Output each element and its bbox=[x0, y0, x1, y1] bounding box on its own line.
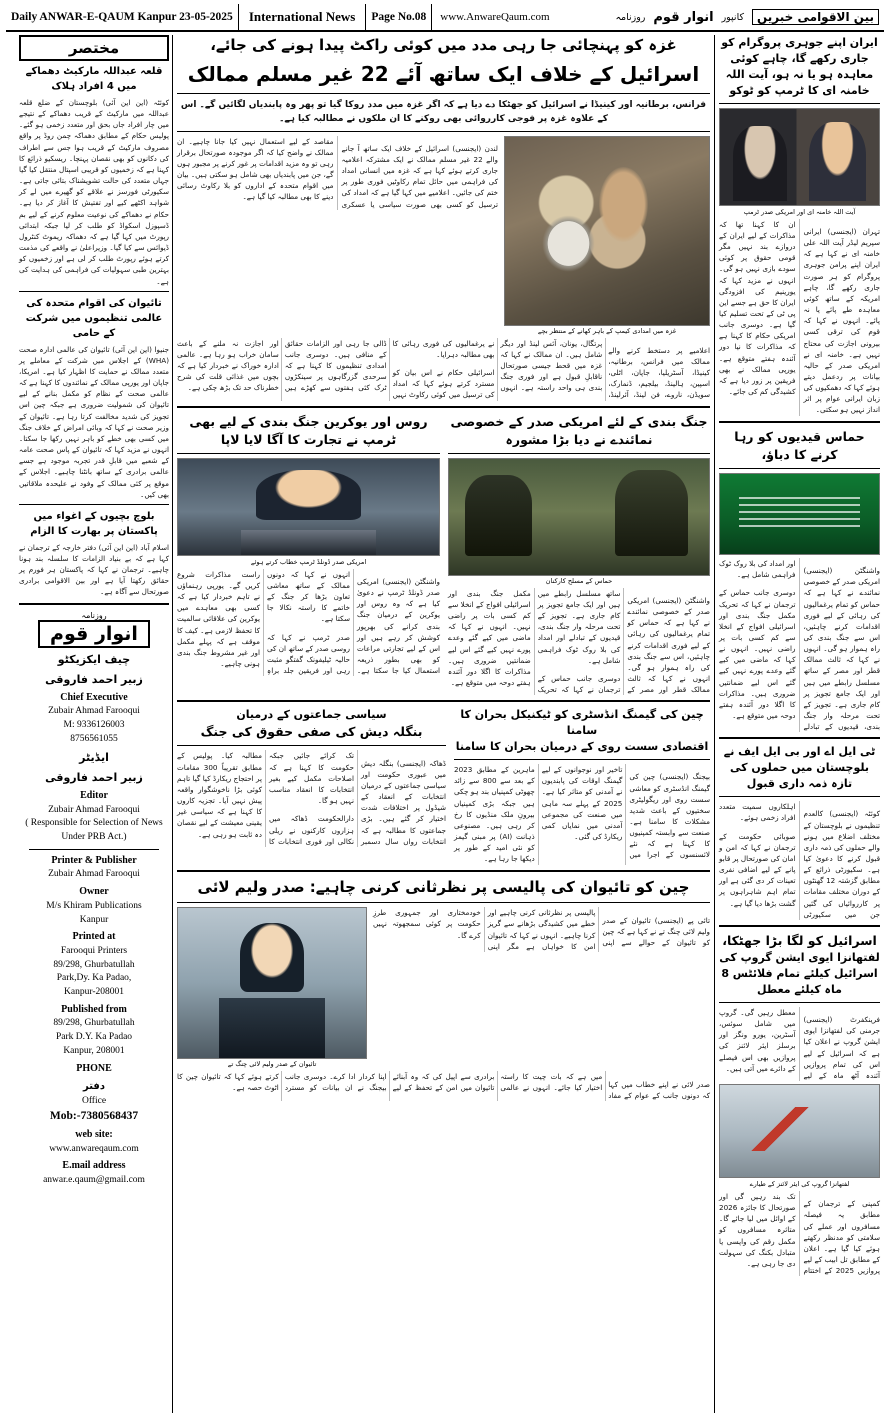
editor-name-ur: زبیر احمد فاروقی bbox=[45, 771, 143, 785]
masthead-urdu-city: کانپور bbox=[721, 11, 744, 23]
bangladesh-headline: بنگلہ دیش کی صفی حقوق کی جنگ bbox=[200, 724, 423, 740]
owner-label: Owner bbox=[79, 886, 109, 898]
masthead-urdu bbox=[610, 4, 884, 30]
photo-lufthansa-planes bbox=[719, 1084, 880, 1178]
owner-city: Kanpur bbox=[79, 914, 109, 925]
column-left bbox=[16, 35, 172, 1413]
taiwan-body-right bbox=[373, 907, 710, 952]
gaza-rocket-para-3: اسرائیلی حکام نے اس بیان کو مسترد کرتے ہوئے کہا کہ امداد کی ترسیل میں کوئی رکاوٹ نہیں ڈالی جا رہی اور الزامات حقائق کے منافی ہیں۔ دوسری جانب امدادی تنظیموں کا کہنا ہے کہ سرحدی گزرگاہوں پر سینکڑوں ٹرک کئی ہفتوں سے کھڑے ہیں اور اجازت نہ ملنے کے باعث سامان خراب ہو رہا ہے۔ عالمی ادارہ خوراک نے خبردار کیا ہے کہ بچوں میں غذائی قلت کی شرح خطرناک حد تک بڑھ چکی ہے۔ bbox=[177, 338, 495, 400]
taiwan-headline: چین کو تائیوان کی پالیسی پر نظرثانی کرنی چاہیے: صدر ولیم لائی bbox=[197, 877, 690, 896]
gaza-rocket-headline: اسرائیل کے خلاف ایک ساتھ آئے 22 غیر مسلم ممالک bbox=[187, 61, 700, 86]
masthead-website: www.AnwareQaum.com bbox=[440, 11, 550, 23]
bangladesh-pre-headline: سیاسی جماعتوں کے درمیان bbox=[236, 708, 387, 722]
masthead-page-number: Page No.08 bbox=[366, 4, 432, 30]
chief-exec-label-ur: چیف ایکزیکٹو bbox=[57, 652, 131, 666]
hamas-envoy-para-2: دوسری جانب حماس کے ترجمان نے کہا کہ تحریک مکمل جنگ بندی اور اسرائیلی افواج کے انخلا سے کم کسی بات پر راضی نہیں۔ انہوں نے کہا کہ ماضی میں کیے گئے وعدے پورے نہیں کیے گئے اس لیے ضمانتیں ضروری ہیں۔ مذاکرات کا اگلا دور آئندہ ہفتے دوحہ میں متوقع ہے۔ bbox=[448, 588, 621, 695]
page-body bbox=[6, 35, 884, 1413]
brief-1-title: قلعہ عبداللہ مارکیٹ دھماکے میں 4 افراد ہلاک bbox=[25, 66, 163, 92]
israel-aviation-para-1: فرینکفرٹ (ایجنسی) جرمنی کی لفتھانزا ایوی ایشن گروپ نے اعلان کیا ہے کہ اسرائیل کے لیے اس کی تمام پروازیں آئندہ آٹھ ماہ کے لیے معطل رہیں گی۔ گروپ میں شامل سوئس، آسٹرین، یورو ونگز اور برسلز ایئر لائنز کی پروازیں بھی اس فیصلے کے دائرے میں آتی ہیں۔ bbox=[719, 1007, 880, 1080]
israel-aviation-body-top bbox=[719, 1007, 880, 1081]
published-addr-3: Kanpur, 208001 bbox=[63, 1045, 125, 1056]
email-label: E.mail address bbox=[62, 1160, 126, 1172]
masthead-section: International News bbox=[238, 4, 367, 30]
photo-hamas-militants bbox=[448, 458, 710, 576]
bangladesh-block bbox=[177, 707, 446, 864]
gaza-rocket-kicker: غزہ کو پہنچائی جا رہی مدد میں کوئی راکٹ پیدا ہونے کی جائے، bbox=[210, 36, 677, 54]
masthead-urdu-daily: روزنامہ bbox=[615, 11, 646, 23]
taiwan-para-1: تائی پے (ایجنسی) تائیوان کے صدر ولیم لائی چنگ تے نے کہا ہے کہ چین کو تائیوان کے حوالے سے اپنی پالیسی پر نظرثانی کرنی چاہیے اور خطے میں کشیدگی بڑھانے سے گریز کرنا چاہیے۔ انہوں نے کہا کہ تائیوان امن کا خواہاں ہے مگر اپنی خودمختاری اور جمہوری طرزِ حکومت پر کوئی سمجھوتہ نہیں کرے گا۔ bbox=[373, 908, 710, 951]
imprint bbox=[19, 652, 169, 1188]
masthead bbox=[6, 4, 884, 32]
hamas-prisoners-para-2: دوسری جانب حماس کے ترجمان نے کہا کہ تحریک مکمل جنگ بندی اور اسرائیلی افواج کے انخلا سے کم کسی بات پر راضی نہیں۔ انہوں نے کہا کہ ماضی میں کیے گئے وعدے پورے نہیں کیے گئے اس لیے ضمانتیں ضروری ہیں۔ مذاکرات کا اگلا دور آئندہ ہفتے دوحہ میں متوقع ہے۔ bbox=[719, 588, 796, 721]
website-value[interactable]: www.anwareqaum.com bbox=[49, 1143, 139, 1154]
masthead-urdu-name: انوار قوم bbox=[653, 9, 714, 25]
column-right bbox=[714, 35, 884, 1413]
china-gaming-body bbox=[454, 764, 710, 864]
printed-at-name: Farooqui Printers bbox=[60, 945, 128, 956]
taiwan-para-2: صدر لائی نے اپنے خطاب میں کہا کہ دونوں جانب کے عوام کے مفاد میں ہے کہ بات چیت کا راستہ اختیار کیا جائے۔ انہوں نے عالمی برادری سے اپیل کی کہ وہ آبنائے تائیوان میں امن کے تحفظ کے لیے اپنا کردار ادا کرے۔ دوسری جانب بیجنگ نے ان بیانات کو مسترد کرتے ہوئے کہا کہ تائیوان چین کا اٹوٹ حصہ ہے۔ bbox=[177, 1072, 710, 1100]
photo-trump-caption: امریکی صدر ڈونلڈ ٹرمپ خطاب کرتے ہوئے bbox=[250, 557, 367, 566]
office-label-ur: دفتر bbox=[83, 1081, 105, 1093]
photo-gaza-food-line bbox=[504, 136, 710, 326]
tlp-balochistan-para-1: کوئٹہ (ایجنسی) کالعدم تنظیموں نے بلوچستان کے مختلف اضلاع میں ہونے والے حملوں کی ذمہ داری قبول کرنے کا دعویٰ کیا ہے۔ سکیورٹی ذرائع کے مطابق گزشتہ 12 گھنٹوں کے دوران مختلف مقامات پر کارروائیاں کی گئیں جن میں سکیورٹی اہلکاروں سمیت متعدد افراد زخمی ہوئے۔ bbox=[719, 802, 880, 919]
brief-3-body: اسلام آباد (این این آئی) دفتر خارجہ کے ترجمان نے کہا ہے کہ بے بنیاد الزامات کا سلسلہ بند ہونا چاہیے۔ ترجمان نے کہا کہ پاکستان ہر فورم پر حقائق رکھتا آیا ہے اور بین الاقوامی برادری صورتحال سے آگاہ ہے۔ bbox=[19, 542, 169, 597]
china-gaming-para-2: ماہرین کے مطابق 2023 کے بعد سے 800 سے زائد چھوٹی کمپنیاں بند ہو چکی ہیں جبکہ بڑی کمپنیاں بیرونِ ملک منڈیوں کا رخ کر رہی ہیں۔ مصنوعی ذہانت (AI) پر مبنی گیمز کو نئی امید کے طور پر دیکھا جا رہا ہے۔ bbox=[454, 765, 535, 864]
hamas-prisoners-body-right bbox=[719, 558, 880, 733]
tlp-balochistan-body bbox=[719, 801, 880, 920]
hamas-envoy-headline: جنگ بندی کے لئے امریکی صدر کے خصوصی نمائندے نے دیا بڑا مشورہ bbox=[450, 413, 708, 447]
photo-khamenei-trump bbox=[719, 108, 880, 206]
published-addr-1: 89/298, Ghurbatullah bbox=[53, 1018, 135, 1029]
russia-ukraine-block bbox=[177, 413, 440, 696]
photo-hamas-militants-caption: حماس کے مسلح کارکنان bbox=[545, 576, 613, 585]
photo-trump-podium bbox=[177, 458, 440, 556]
phone-label: PHONE bbox=[76, 1062, 112, 1074]
hamas-prisoners-headline: حماس قیدیوں کو رہا کرنے کا دباؤ، bbox=[734, 428, 865, 462]
iran-trump-body bbox=[719, 219, 880, 416]
editor-note: ( Responsible for Selection of News Under PRB Act.) bbox=[25, 818, 163, 843]
published-from-label: Published from bbox=[61, 1003, 127, 1015]
printed-at-label: Printed at bbox=[72, 931, 116, 943]
editor-name-en: Zubair Ahmad Farooqui bbox=[48, 804, 140, 815]
israel-aviation-body-bottom bbox=[719, 1191, 880, 1276]
israel-aviation-para-2: کمپنی کے ترجمان کے مطابق یہ فیصلہ مسافروں اور عملے کی سلامتی کو مدنظر رکھتے ہوئے کیا گیا ہے۔ اعلان کے مطابق تل ابیب کے لیے پروازیں 2025 کے اختتام تک بند رہیں گی اور صورتحال کا جائزہ 2026 کے اوائل میں لیا جائے گا۔ متاثرہ مسافروں کو مکمل رقم کی واپسی یا متبادل بکنگ کی سہولت دی جا رہی ہے۔ bbox=[719, 1192, 880, 1276]
brief-2-body: جنیوا (این این آئی) تائیوان کی عالمی ادارہ صحت (WHA) کے اجلاس میں شرکت کے معاملے پر متعدد ممالک نے حمایت کا اظہار کیا ہے۔ امریکا، جاپان اور یورپی ممالک کے نمائندوں کا کہنا ہے کہ عالمی صحت کے نظام کو مکمل بنانے کے لیے تائیوان کی شمولیت ضروری ہے جبکہ چین اس تجویز کی شدید مخالفت کرتا رہا ہے۔ تائیوان کے وزیر صحت نے کہا کہ وبائی امراض کے خلاف جنگ میں کسی بھی خطے کو باہر نہیں رکھا جا سکتا۔ انہوں نے مزید کہا کہ تائیوان کے پاس صحت عامہ کے شعبے میں قابلِ قدر تجربہ موجود ہے جسے عالمی برادری کے ساتھ بانٹنا چاہیے۔ اجلاس کے موقع پر کئی ممالک کے وفود نے علیحدہ ملاقاتیں بھی کیں۔ bbox=[19, 344, 169, 499]
israel-aviation-headline: اسرائیل کو لگا بڑا جھٹکا، bbox=[722, 932, 877, 948]
printed-at-addr-2: Park,Dy. Ka Padao, bbox=[56, 973, 132, 984]
chief-exec-name-en: Zubair Ahmad Farooqui bbox=[48, 706, 140, 716]
printed-at-addr-3: Kanpur-208001 bbox=[64, 987, 124, 998]
hamas-envoy-body bbox=[448, 588, 710, 696]
iran-trump-para-2: ان کا کہنا تھا کہ مذاکرات کے لیے ایران کے دروازے بند نہیں مگر قومی حقوق پر کوئی سودے بازی نہیں ہو گی۔ انہوں نے مزید کہا کہ یورینیم کی افزودگی ایران کا حق ہے جسے این پی ٹی کے تحت تسلیم کیا گیا ہے۔ دوسری جانب امریکی حکام کا کہنا ہے کہ مذاکرات کا نیا دور آئندہ ہفتے متوقع ہے۔ یورپی ممالک نے بھی فریقین پر زور دیا ہے کہ کشیدگی کم کی جائے۔ bbox=[719, 219, 796, 397]
gaza-rocket-body-top bbox=[177, 136, 498, 210]
photo-gaza-caption: غزہ میں امدادی کیمپ کے باہر کھانے کے منتظر بچے bbox=[537, 326, 677, 335]
china-gaming-para-1: بیجنگ (ایجنسی) چین کی گیمنگ انڈسٹری کو معاشی سست روی اور ریگولیٹری سختیوں کے باعث شدید مشکلات کا سامنا ہے۔ صنعت سے وابستہ کمپنیوں کا کہنا ہے کہ نئے لائسنسوں کے اجرا میں تاخیر اور نوجوانوں کے لیے گیمنگ اوقات کی پابندیوں نے آمدنی کو متاثر کیا ہے۔ 2025 کے پہلے سہ ماہی میں صنعت کی مجموعی آمدنی میں نمایاں کمی ریکارڈ کی گئی۔ bbox=[541, 765, 710, 860]
printer-publisher-label: Printer & Publisher bbox=[51, 854, 137, 866]
website-label: web site: bbox=[75, 1129, 113, 1141]
chief-exec-label-en: Chief Executive bbox=[60, 691, 128, 703]
gaza-rocket-subhead: فرانس، برطانیہ اور کینیڈا نے اسرائیل کو جھٹکا دے دیا ہے کہ اگر غزہ میں مدد روکا گیا تو پھر وہ پابندیاں لگائیں گے۔ اس کے علاوہ غزہ پر فوجی کارروائی بھی روکنے کا ان ملکوں نے مطالبہ کیا ہے۔ bbox=[180, 99, 707, 125]
hamas-envoy-block bbox=[448, 413, 710, 696]
tlp-balochistan-headline: ٹی ایل اے اور بی ایل ایف نے بلوچستان میں حملوں کی تازہ ذمہ داری قبول bbox=[723, 745, 876, 791]
tlp-balochistan-para-2: صوبائی حکومت کے ترجمان نے کہا کہ امن و امان کی صورتحال پر قابو پانے کے لیے اضافی نفری تعینات کر دی گئی ہے اور تمام اہم شاہراہوں پر گشت بڑھا دیا گیا ہے۔ bbox=[718, 831, 796, 908]
masthead-title: Daily ANWAR-E-QAUM Kanpur 23-05-2025 bbox=[11, 11, 233, 23]
photo-william-lai bbox=[177, 907, 367, 1059]
gaza-rocket-para-2: اعلامیے پر دستخط کرنے والے ممالک میں فرانس، برطانیہ، کینیڈا، آسٹریلیا، جاپان، اٹلی، اسپین، ہالینڈ، بیلجیم، ڈنمارک، سویڈن، ناروے، فن لینڈ، آئرلینڈ، پرتگال، یونان، آئس لینڈ اور دیگر شامل ہیں۔ ان ممالک نے کہا کہ غزہ میں قحط جیسی صورتحال ناقابلِ قبول ہے اور فوری جنگ بندی ہی واحد راستہ ہے۔ انہوں نے یرغمالیوں کی فوری رہائی کا بھی مطالبہ دہرایا۔ bbox=[392, 338, 710, 400]
brief-3-title: بلوچ بچیوں کے اغواء میں پاکستان پر بھارت کا الزام bbox=[30, 510, 158, 537]
israel-aviation-subheadline: لفتھانزا ایوی ایشن گروپ کی اسرائیل کیلئے تمام فلائٹس 8 ماہ کیلئے معطل bbox=[719, 951, 880, 996]
photo-khamenei-trump-caption: آیت اللہ خامنہ ای اور امریکی صدر ٹرمپ bbox=[743, 207, 856, 216]
china-gaming-headline: چین کی گیمنگ انڈسٹری کو ٹیکنیکل بحران کا سامنا bbox=[460, 708, 704, 738]
printed-at-addr-1: 89/298, Ghurbatullah bbox=[53, 959, 135, 970]
editor-label-en: Editor bbox=[80, 790, 108, 802]
masthead-urdu-section: بین الاقوامی خبریں bbox=[752, 9, 879, 25]
logo-subtitle: روزنامہ bbox=[81, 610, 107, 620]
iran-trump-para-1: تہران (ایجنسی) ایرانی سپریم لیڈر آیت اللہ علی خامنہ ای نے کہا ہے کہ ایران اپنے پرامن جوہری پروگرام کو ہر صورت جاری رکھے گا، چاہے امریکہ کے ساتھ کوئی معاہدہ طے پائے یا نہ پائے۔ انہوں نے کہا کہ قوم کی ترقی کسی بیرونی اجازت کی محتاج نہیں ہے۔ خامنہ ای نے امریکی صدر کے حالیہ بیانات پر ردعمل دیتے ہوئے کہا کہ دھمکیوں کی زبان ایرانی عوام پر اثر انداز نہیں ہو سکتی۔ bbox=[803, 226, 880, 415]
iran-trump-headline: ایران اپنے جوہری پروگرام کو جاری رکھے گا، چاہے کوئی معاہدہ ہو یا نہ ہو، آیت اللہ خامنہ ای کا ٹرمپ کو ٹوکو bbox=[721, 36, 878, 97]
russia-ukraine-para-2: صدر ٹرمپ نے کہا کہ روسی صدر کے ساتھ ان کی حالیہ ٹیلیفونک گفتگو مثبت رہی اور فریقین جلد براہِ راست مذاکرات شروع کریں گے۔ یورپی رہنماؤں نے تاہم خبردار کیا ہے کہ کسی بھی معاہدے میں یوکرین کی علاقائی سالمیت کا تحفظ لازمی ہے۔ کیف کا موقف ہے کہ پہلے مکمل اور غیر مشروط جنگ بندی ہونی چاہیے۔ bbox=[177, 569, 350, 676]
russia-ukraine-headline: روس اور یوکرین جنگ بندی کے لیے بھی ٹرمپ نے تجارت کا آگا لایا لاپا bbox=[189, 413, 428, 447]
office-mobile: Mob:-7380568437 bbox=[49, 1110, 139, 1123]
hamas-envoy-para-1: واشنگٹن (ایجنسی) امریکی صدر کے خصوصی نمائندے نے کہا ہے کہ حماس کو تمام یرغمالیوں کی رہائی کے لیے فوری اقدامات کرنے چاہئیں، اس سے جنگ بندی کی راہ ہموار ہو گی۔ انہوں نے کہا کہ ثالث ممالک قطر اور مصر کے ساتھ مسلسل رابطے میں ہیں اور ایک جامع تجویز پر کام جاری ہے۔ تجویز کے تحت مرحلہ وار جنگ بندی، قیدیوں کے تبادلے اور امداد کی بلا روک ٹوک فراہمی شامل ہے۔ bbox=[537, 588, 710, 695]
column-main bbox=[172, 35, 714, 1413]
taiwan-block bbox=[177, 877, 710, 1101]
russia-ukraine-body bbox=[177, 569, 440, 677]
photo-lufthansa-caption: لفتھانزا گروپ کی ایئر لائنز کے طیارے bbox=[749, 1180, 850, 1188]
gaza-rocket-body-bottom bbox=[177, 338, 710, 401]
owner-name: M/s Khiram Publications bbox=[46, 900, 142, 911]
chief-exec-mobile-1: M: 9336126003 bbox=[63, 719, 125, 730]
china-gaming-subheadline: اقتصادی سست روی کے درمیان بحران کا سامنا bbox=[455, 740, 709, 754]
bangladesh-para-2: دارالحکومت ڈھاکہ میں ہزاروں کارکنوں نے ریلی نکالی اور فوری انتخابات کا مطالبہ کیا۔ پولیس کے مطابق تقریباً 300 مقامات پر احتجاج ریکارڈ کیا گیا تاہم کوئی بڑا ناخوشگوار واقعہ پیش نہیں آیا۔ تجزیہ کاروں کا کہنا ہے کہ سیاسی غیر یقینی معیشت کے لیے نقصان دہ ثابت ہو رہی ہے۔ bbox=[177, 751, 354, 846]
newspaper-logo bbox=[19, 611, 169, 648]
brief-2-title: تائیوان کی اقوام متحدہ کی عالمی تنظیموں میں شرکت کے حامی bbox=[25, 297, 163, 339]
chief-exec-mobile-2: 8756561055 bbox=[70, 733, 118, 744]
office-label-en: Office bbox=[81, 1095, 107, 1106]
gaza-rocket-para-1: لندن (ایجنسی) اسرائیل کے خلاف ایک ساتھ آ جانے والے 22 غیر مسلم ممالک نے ایک مشترکہ اعلامیہ جاری کرتے ہوئے کہا ہے کہ غزہ میں انسانی امداد کی فراہمی میں حائل تمام رکاوٹیں فوری طور پر ختم کی جائیں۔ اعلامیے میں کہا گیا ہے کہ امداد کی ترسیل کو کسی بھی صورت سیاسی یا عسکری مقاصد کے لیے استعمال نہیں کیا جانا چاہیے۔ ان ممالک نے واضح کیا کہ اگر موجودہ صورتحال برقرار رہی تو وہ مزید اقدامات پر غور کرنے پر مجبور ہوں گے، جن میں پابندیاں بھی شامل ہو سکتی ہیں۔ بیان میں اقوام متحدہ کے اداروں کو بلا رکاوٹ رسائی دینے کا بھی مطالبہ کیا گیا ہے۔ bbox=[177, 136, 499, 209]
taiwan-body-bottom bbox=[177, 1071, 710, 1101]
brief-1-body: کوئٹہ (این این آئی) بلوچستان کے ضلع قلعہ عبداللہ میں مارکیٹ کے قریب دھماکے کے نتیجے میں چار افراد جاں بحق اور متعدد زخمی ہو گئے۔ پولیس حکام کے مطابق دھماکہ چمن روڈ پر واقع مصروف مارکیٹ کے قریب ہوا جس سے اطراف کی دکانوں کو بھی نقصان پہنچا۔ ریسکیو ذرائع کا کہنا ہے کہ زخمیوں کو قریبی اسپتال منتقل کیا گیا جہاں متعدد کی حالت تشویشناک بتائی جاتی ہے۔ سکیورٹی فورسز نے علاقے کو گھیرے میں لے کر شواہد اکٹھے کیے اور تفتیش کا آغاز کر دیا ہے۔ حکام نے دھماکے کی نوعیت معلوم کرنے کے لیے بم ڈسپوزل اسکواڈ کو طلب کر لیا جبکہ ابتدائی رپورٹ میں کہا گیا ہے کہ دھماکہ ریموٹ کنٹرول ڈیوائس سے کیا گیا۔ وزیراعلیٰ نے واقعے کی مذمت کرتے ہوئے رپورٹ طلب کر لی ہے اور زخمیوں کو بہترین طبی سہولیات کی فراہمی کی ہدایت کی ہے۔ bbox=[19, 98, 169, 286]
brief-section-header: مختصر bbox=[19, 35, 169, 61]
photo-william-lai-caption: تائیوان کے صدر ولیم لائی چنگ تے bbox=[227, 1060, 317, 1069]
photo-hamas-flag bbox=[719, 473, 880, 555]
hamas-prisoners-para-1: واشنگٹن (ایجنسی) امریکی صدر کے خصوصی نمائندے نے کہا ہے کہ حماس کو تمام یرغمالیوں کی رہائی کے لیے فوری اقدامات کرنے چاہئیں، اس سے جنگ بندی کی راہ ہموار ہو گی۔ انہوں نے کہا کہ ثالث ممالک قطر اور مصر کے ساتھ مسلسل رابطے میں ہیں اور ایک جامع تجویز پر کام جاری ہے۔ تجویز کے تحت مرحلہ وار جنگ بندی، قیدیوں کے تبادلے اور امداد کی بلا روک ٹوک فراہمی شامل ہے۔ bbox=[719, 558, 880, 732]
email-value[interactable]: anwar.e.qaum@gmail.com bbox=[43, 1174, 145, 1185]
published-addr-2: Park D.Y. Ka Padao bbox=[55, 1032, 133, 1043]
russia-ukraine-para-1: واشنگٹن (ایجنسی) امریکی صدر ڈونلڈ ٹرمپ نے دعویٰ کیا ہے کہ وہ روس اور یوکرین کے درمیان جنگ بندی کرانے کی بھرپور کوشش کر رہے ہیں اور اس کے لیے تجارتی مراعات کو بھی بطور ذریعہ استعمال کیا جا سکتا ہے۔ انہوں نے کہا کہ دونوں ممالک کے ساتھ معاشی تعاون بڑھا کر جنگ کے خاتمے کا راستہ نکالا جا سکتا ہے۔ bbox=[267, 569, 440, 676]
printer-publisher-name: Zubair Ahmad Farooqui bbox=[48, 869, 140, 880]
china-gaming-block bbox=[454, 707, 710, 864]
bangladesh-para-1: ڈھاکہ (ایجنسی) بنگلہ دیش میں عبوری حکومت اور سیاسی جماعتوں کے درمیان انتخابات کے انعقاد کے شیڈول پر اختلافات شدت اختیار کر گئے ہیں۔ بڑی جماعتوں کا مطالبہ ہے کہ انتخابات رواں سال دسمبر تک کرائے جائیں جبکہ حکومت کا کہنا ہے کہ اصلاحات مکمل کیے بغیر انتخابات کا انعقاد مناسب نہیں ہو گا۔ bbox=[269, 751, 446, 846]
bangladesh-body bbox=[177, 750, 446, 846]
editor-label-ur: ایڈیٹر bbox=[79, 751, 109, 765]
chief-exec-name-ur: زبیر احمد فاروقی bbox=[45, 672, 143, 686]
logo-urdu-text: انوار قوم bbox=[38, 620, 150, 648]
